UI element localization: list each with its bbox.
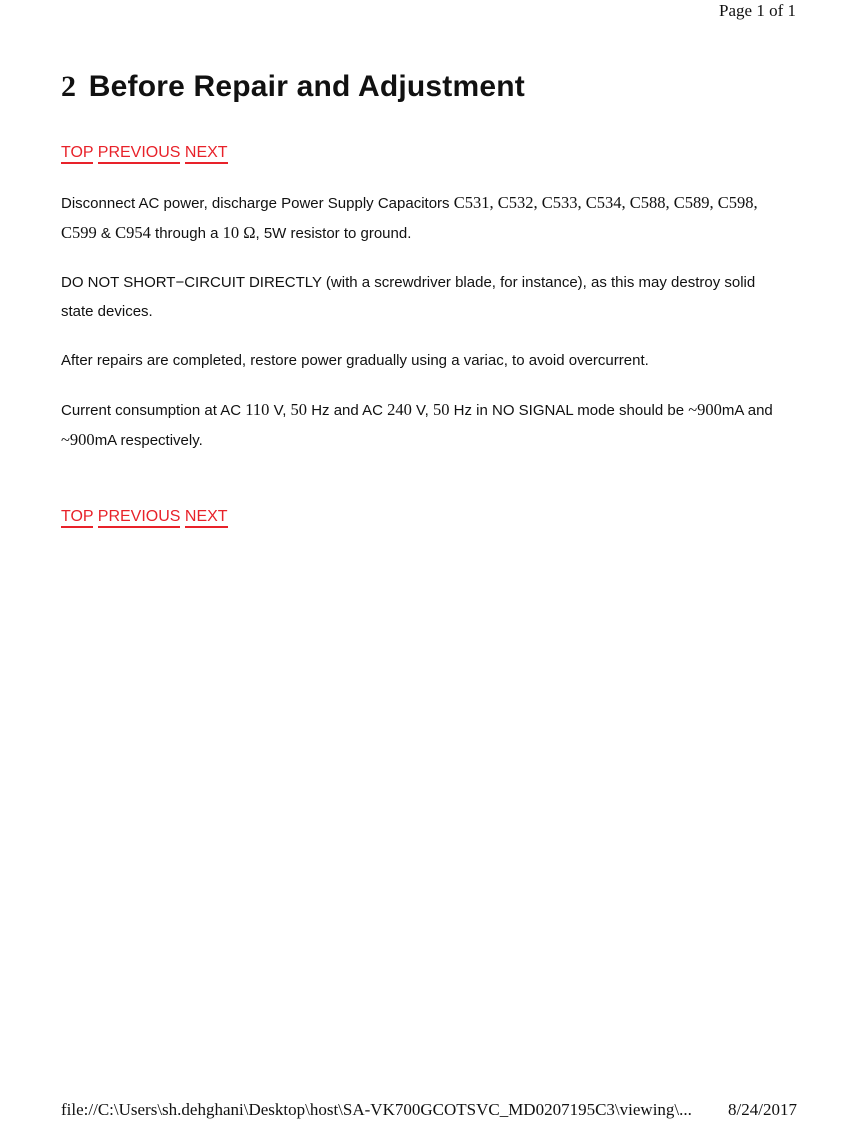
top-link[interactable]: TOP (61, 508, 93, 528)
text-run: mA and (721, 402, 773, 419)
previous-link[interactable]: PREVIOUS (98, 144, 181, 164)
resistor-value: 10 Ω (222, 223, 256, 242)
text-run: mA respectively. (94, 432, 203, 449)
text-run: through a (150, 225, 223, 242)
text-run: & (96, 225, 116, 242)
paragraph-current-consumption (61, 395, 781, 455)
text-run: V, (269, 402, 291, 419)
text-run: V, (411, 402, 433, 419)
next-link[interactable]: NEXT (185, 144, 228, 164)
next-link[interactable]: NEXT (185, 508, 228, 528)
previous-link[interactable]: PREVIOUS (98, 508, 181, 528)
voltage-value: 110 (245, 400, 270, 419)
page-indicator: Page 1 of 1 (719, 1, 796, 20)
section-title-text: Before Repair and Adjustment (88, 70, 525, 103)
capacitor-ref: C954 (115, 223, 151, 242)
page-title (61, 70, 525, 104)
text-run: , 5W resistor to ground. (255, 225, 412, 242)
text-run: Disconnect AC power, discharge Power Supply Capacitors (61, 195, 454, 212)
frequency-value: 50 (290, 400, 308, 419)
current-value: ~900 (61, 430, 95, 449)
text-run: Hz and AC (307, 402, 388, 419)
top-navigation (61, 144, 228, 162)
voltage-value: 240 (387, 400, 412, 419)
paragraph-warning: DO NOT SHORT−CIRCUIT DIRECTLY (with a screwdriver blade, for instance), as this may destroy solid state devices. (61, 274, 756, 320)
print-date: 8/24/2017 (728, 1100, 797, 1119)
paragraph-restore-power: After repairs are completed, restore power gradually using a variac, to avoid overcurrent. (61, 352, 649, 369)
frequency-value: 50 (432, 400, 450, 419)
paragraph-discharge (61, 188, 781, 248)
capacitor-list: C531, C532, C533, C534, C588, C589, C598, C599 (61, 193, 758, 242)
text-run: Hz in NO SIGNAL mode should be (449, 402, 689, 419)
top-link[interactable]: TOP (61, 144, 93, 164)
file-path: file://C:\Users\sh.dehghani\Desktop\host\SA-VK700GCOTSVC_MD0207195C3\viewing\... (61, 1100, 692, 1119)
text-run: Current consumption at AC (61, 402, 246, 419)
page-footer (61, 1100, 797, 1120)
body-text (61, 188, 781, 475)
current-value: ~900 (688, 400, 722, 419)
bottom-navigation (61, 508, 228, 526)
section-number: 2 (61, 70, 77, 103)
